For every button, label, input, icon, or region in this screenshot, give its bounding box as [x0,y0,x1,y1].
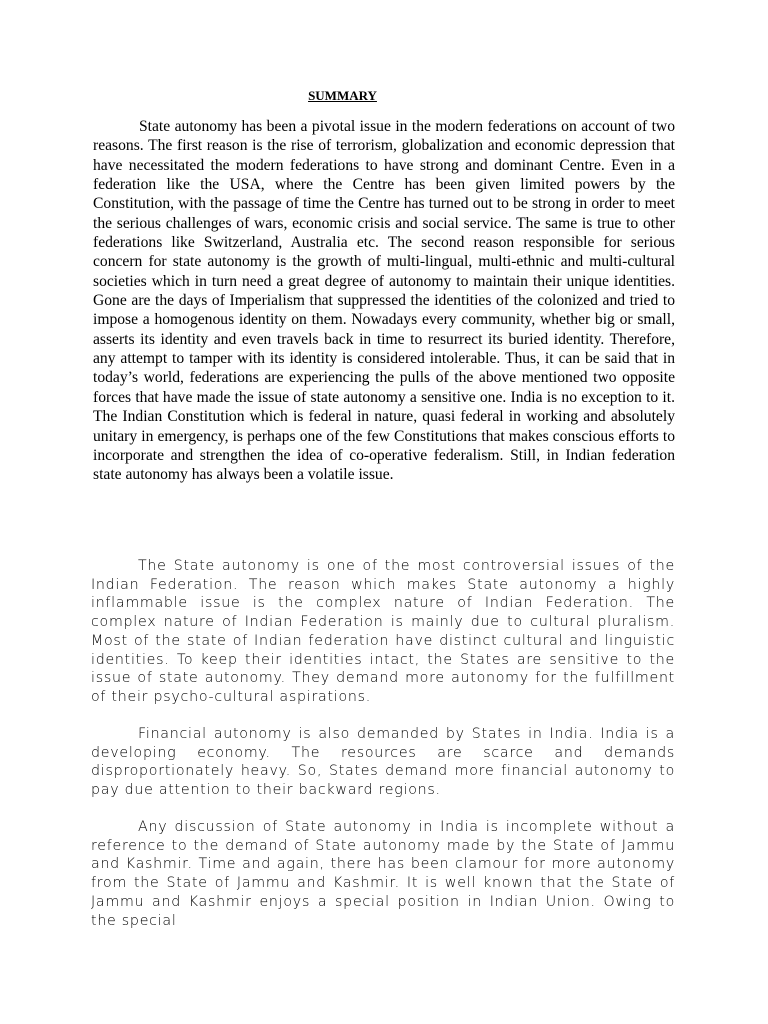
page-title: SUMMARY [308,88,377,103]
paragraph-4: Any discussion of State autonomy in India is incomplete without a reference to the demand of State autonomy made by the State of Jammu and Kashmir. Time and again, there has been clamour for more autonomy from the State of Jammu and Kashmir. It is well known that the State of Jammu and Kashmir enjoys a special position in Indian Union. Owing to the special [91,819,675,929]
paragraph-2: The State autonomy is one of the most controversial issues of the Indian Federation. The reason which makes State autonomy a highly inflammable issue is the complex nature of Indian Federation. The complex nature of Indian Federation is mainly due to cultural pluralism. Most of the state of Indian federation have distinct cultural and linguistic identities. To keep their identities intact, the States are sensitive to the issue of state autonomy. They demand more autonomy for the fulfillment of their psycho-cultural aspirations. [91,558,675,705]
paragraph-3: Financial autonomy is also demanded by States in India. India is a developing economy. The resources are scarce and demands disproportionately heavy. So, States demand more financial autonomy to pay due attention to their backward regions. [91,726,675,799]
paragraph-1: State autonomy has been a pivotal issue in the modern federations on account of two reasons. The first reason is the rise of terrorism, globalization and economic depression that have necessitated the modern federations to have strong and dominant Centre. Even in a federation like the USA, where the Centre has been given limited powers by the Constitution, with the passage of time the Centre has turned out to be strong in order to meet the serious challenges of wars, economic crisis and social service. The same is true to other federations like Switzerland, Australia etc. The second reason responsible for serious concern for state autonomy is the growth of multi-lingual, multi-ethnic and multi-cultural societies which in turn need a great degree of autonomy to maintain their unique identities. Gone are the days of Imperialism that suppressed the identities of the colonized and tried to impose a homogenous identity on them. Nowadays every community, whether big or small, asserts its identity and even travels back in time to resurrect its buried identity. Therefore, any attempt to tamper with its identity is considered intolerable. Thus, it can be said that in today’s world, federations are experiencing the pulls of the above mentioned two opposite forces that have made the issue of state autonomy a sensitive one. India is no exception to it. The Indian Constitution which is federal in nature, quasi federal in working and absolutely unitary in emergency, is perhaps one of the few Constitutions that makes conscious efforts to incorporate and strengthen the idea of co-operative federalism. Still, in Indian federation state autonomy has always been a volatile issue. [93,118,675,484]
